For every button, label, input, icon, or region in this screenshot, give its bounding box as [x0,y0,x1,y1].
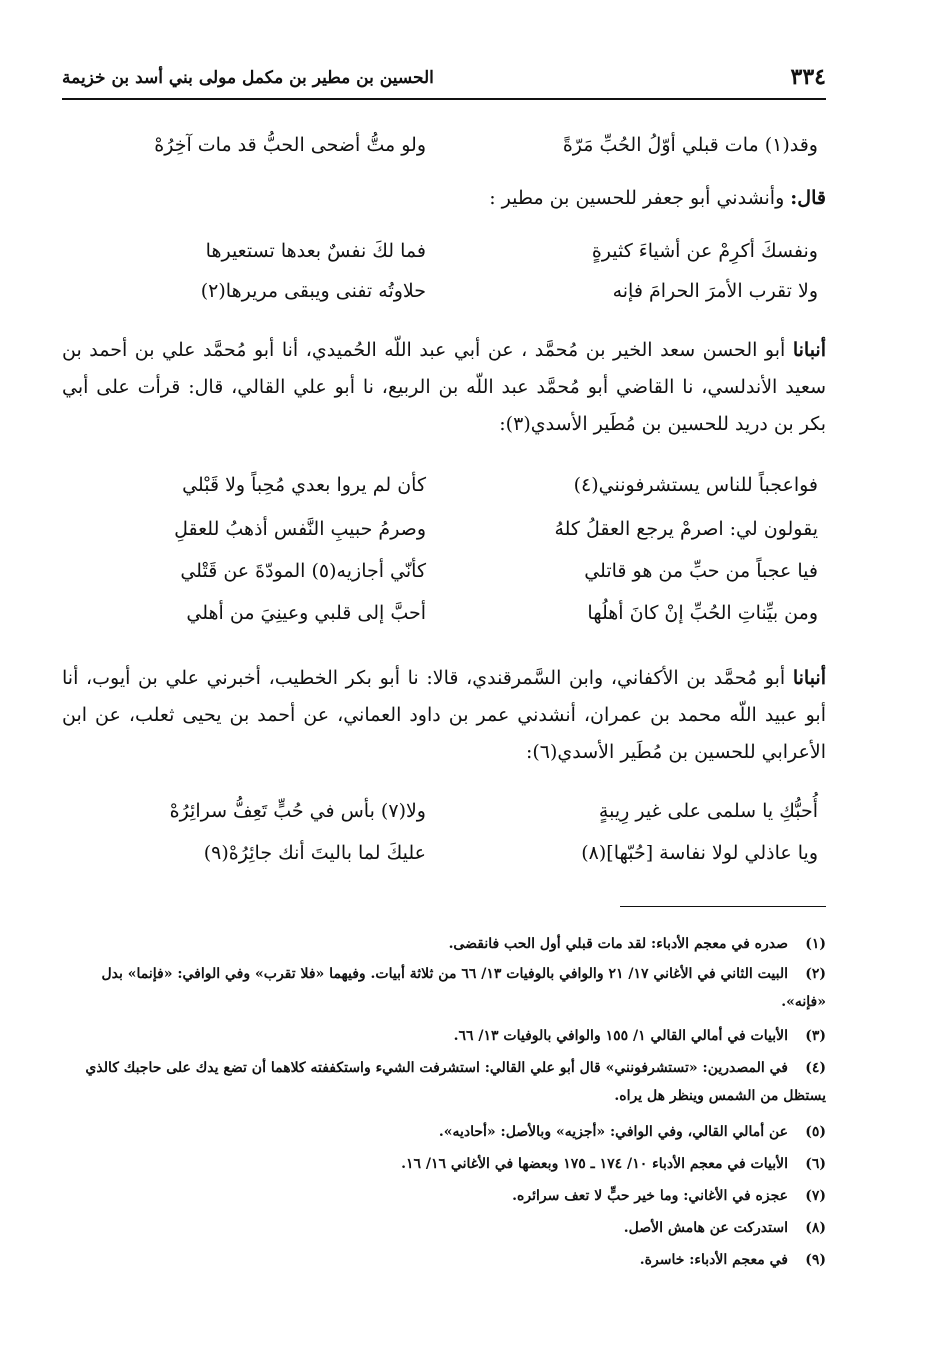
hemistich-second: كأنّي أجازيه(٥) المودّةَ عن قَتْلي [180,560,426,582]
footnote-text: الأبيات في معجم الأدباء ١٠/ ١٧٤ ـ ١٧٥ وبعضها في الأغاني ١٦/ ١٦. [401,1156,788,1172]
footnote [62,1246,826,1274]
anbana-label: أنبانا [792,667,826,689]
anbana-label: أنبانا [792,339,826,361]
footnote-number: (٨) [805,1220,826,1236]
footnote-separator [620,906,826,907]
page-header [62,58,826,100]
footnote-text: استدركت عن هامش الأصل. [623,1220,788,1236]
footnote [62,1054,826,1110]
verse-line [62,518,826,554]
hemistich-first: ونفسكَ أكرِمْ عن أشياءَ كثيرةٍ [591,240,818,262]
footnote-number: (٩) [805,1252,826,1268]
page-number: ٣٣٤ [790,64,826,90]
hemistich-first: فواعجباً للناس يستشرفونني(٤) [573,474,818,496]
footnote-text: عن أمالي القالي، وفي الوافي: «أجزيه» وبالأصل: «أحاديه». [438,1124,788,1140]
footnote [62,1118,826,1146]
hemistich-first: وقد(١) مات قبلي أوّلُ الحُبِّ مَرّةً [562,134,818,156]
hemistich-second: فما لكَ نفسٌ بعدها تستعيرها [205,240,426,262]
hemistich-second: كأن لم يروا بعدي مُحِباً ولا قَبْلي [182,474,426,496]
verse-line [62,134,826,170]
footnote [62,1022,826,1050]
hemistich-first: يقولون لي: اصرمْ يرجع العقلُ كلهُ [554,518,818,540]
hemistich-first: ولا تقرب الأمرَ الحرامَ فإنه [612,280,818,302]
hemistich-first: فيا عجباً من حبِّ من هو قاتلي [584,560,818,582]
hemistich-second: ولا(٧) بأس في حُبٍّ تَعِفُّ سرائِرُهْ [169,800,426,822]
verse-line [62,560,826,596]
qal-text: وأنشدني أبو جعفر للحسين بن مطير : [489,187,791,209]
isnad-text: أبو مُحمَّد بن الأكفاني، وابن السَّمرقندي، قالا: نا أبو بكر الخطيب، أخبرني علي بن أيوب، أنا أبو عبيد اللّه محمد بن عمران، أنشدني عمر بن داود العماني، عن أحمد بن يحيى ثعلب، عن ابن الأعرابي للحسين بن مُطَير الأسدي(٦): [62,667,826,763]
hemistich-second: عليكَ لما باليتَ أنك جائِرُهْ(٩) [203,842,426,864]
verse-line [62,602,826,638]
footnote [62,1182,826,1210]
footnote-number: (٢) [805,966,826,982]
hemistich-first: ويا عاذلي لولا نفاسة [حُبّها](٨) [581,842,818,864]
verse-line [62,474,826,510]
footnote [62,1150,826,1178]
isnad-paragraph-1 [62,332,826,443]
footnote-number: (٥) [805,1124,826,1140]
footnote-number: (٧) [805,1188,826,1204]
footnote-number: (٦) [805,1156,826,1172]
footnote [62,960,826,1016]
footnote-number: (٣) [805,1028,826,1044]
footnote-text: عجزه في الأغاني: وما خير حبٍّ لا تعف سرائره. [512,1188,788,1204]
verse-line [62,800,826,836]
footnote-text: في معجم الأدباء: خاسرة. [639,1252,788,1268]
hemistich-second: ولو متُّ أضحى الحبُّ قد مات آخِرُهْ [154,134,426,156]
qal-paragraph [62,180,826,217]
footnote-text: في المصدرين: «تستشرفونني» قال أبو علي القالي: استشرفت الشيء واستكففته كلاهما أن تضع يدك على حاجبك كالذي يستظل من الشمس وينظر هل يراه. [85,1060,826,1104]
hemistich-second: حلاوتُه تفنى ويبقى مريرها(٢) [200,280,426,302]
isnad-text: أبو الحسن سعد الخير بن مُحمَّد ، عن أبي عبد اللّه الحُميدي، أنا أبو مُحمَّد علي بن أحمد بن سعيد الأندلسي، نا القاضي أبو مُحمَّد عبد اللّه بن الربيع، نا أبو علي القالي، قال: قرأت على أبي بكر بن دريد للحسين بن مُطَير الأسدي(٣): [62,339,826,435]
hemistich-first: أُحبُّكِ يا سلمى على غير رِيبةٍ [598,800,818,822]
footnote-text: البيت الثاني في الأغاني ١٧/ ٢١ والوافي بالوفيات ١٣/ ٦٦ من ثلاثة أبيات. وفيهما «فلا تقرب» وفي الوافي: «فإنما» بدل «فإنه». [101,966,826,1010]
isnad-paragraph-2 [62,660,826,771]
verse-line [62,842,826,878]
running-title: الحسين بن مطير بن مكمل مولى بني أسد بن خزيمة [62,68,434,88]
footnote-text: صدره في معجم الأدباء: لقد مات قبلي أول الحب فانقضى. [448,936,788,952]
footnote-number: (١) [805,936,826,952]
verse-line [62,280,826,316]
hemistich-second: وصرمُ حبيبِ النَّفس أذهبُ للعقلِ [174,518,426,540]
footnote [62,1214,826,1242]
footnote-number: (٤) [805,1060,826,1076]
hemistich-second: أحبَّ إلى قلبي وعينِيَ من أهلي [186,602,426,624]
footnote-text: الأبيات في أمالي القالي ١/ ١٥٥ والوافي بالوفيات ١٣/ ٦٦. [453,1028,788,1044]
verse-line [62,240,826,276]
qal-label: قال: [790,187,826,209]
hemistich-first: ومن بيِّناتِ الحُبِّ إنْ كانَ أهلُها [587,602,818,624]
footnote [62,930,826,958]
